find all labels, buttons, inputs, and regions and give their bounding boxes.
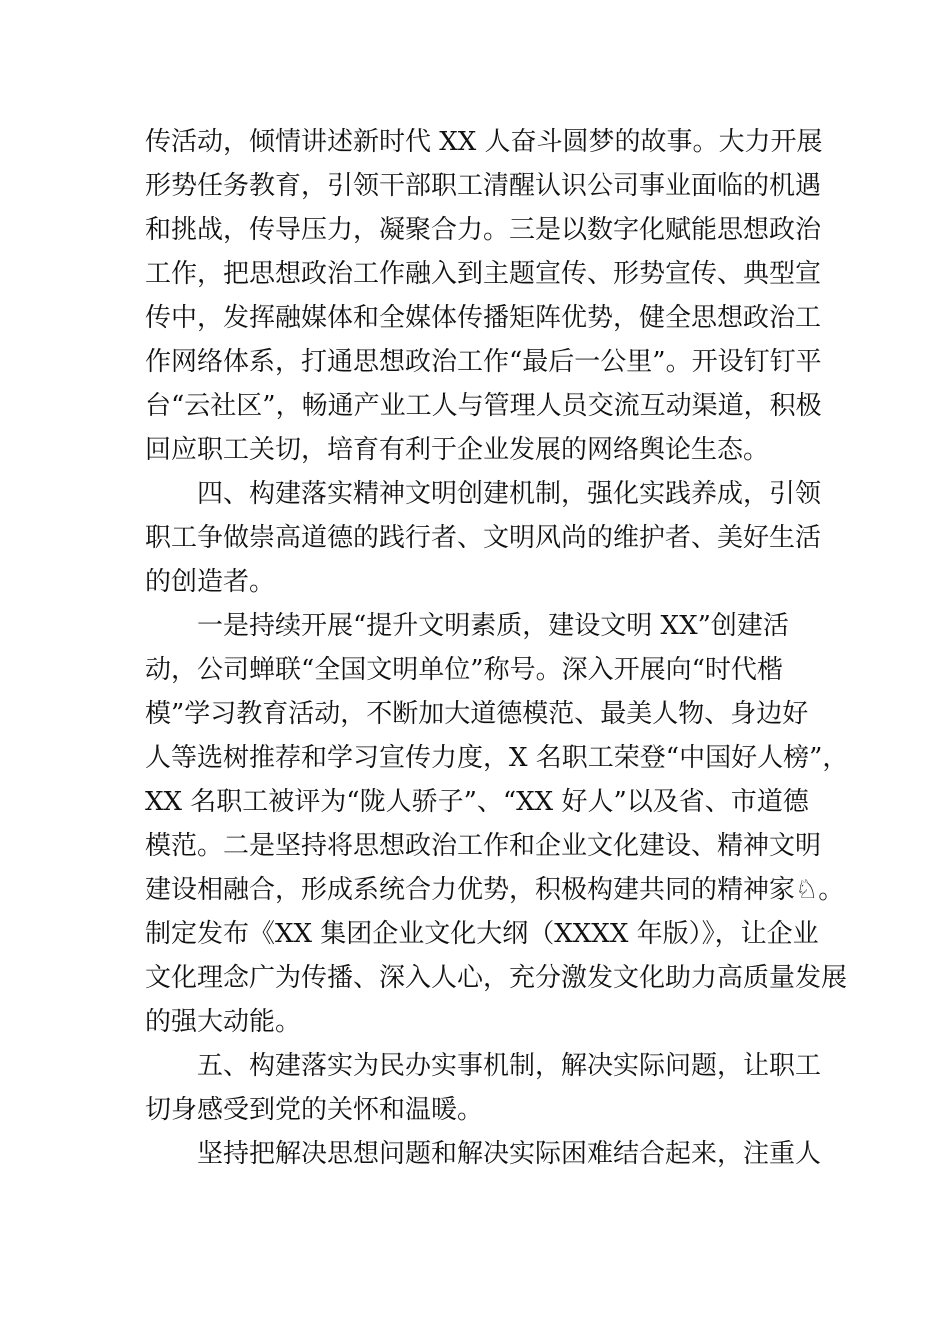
text-line: 建设相融合，形成系统合力优势，积极构建共同的精神家♘。 xyxy=(145,875,845,905)
text-line: 人等选树推荐和学习宣传力度，X 名职工荣登“中国好人榜”， xyxy=(145,743,849,773)
section-heading-line: 切身感受到党的关怀和温暖。 xyxy=(145,1095,484,1125)
text-line: 台“云社区”，畅通产业工人与管理人员交流互动渠道，积极 xyxy=(145,391,822,421)
text-line: 文化理念广为传播、深入人心，充分激发文化助力高质量发展 xyxy=(145,963,848,993)
text-line: 模范。二是坚持将思想政治工作和企业文化建设、精神文明 xyxy=(145,831,822,861)
text-line: 和挑战，传导压力，凝聚合力。三是以数字化赋能思想政治 xyxy=(145,215,822,245)
text-line: 传活动，倾情讲述新时代 XX 人奋斗圆梦的故事。大力开展 xyxy=(145,127,823,157)
text-line: 一是持续开展“提升文明素质，建设文明 XX”创建活 xyxy=(197,611,789,641)
section-heading-line: 五、构建落实为民办实事机制，解决实际问题，让职工 xyxy=(197,1051,822,1081)
section-heading-line: 四、构建落实精神文明创建机制，强化实践养成，引领 xyxy=(197,479,822,509)
text-line: 的强大动能。 xyxy=(145,1007,302,1037)
section-heading-line: 职工争做崇高道德的践行者、文明风尚的维护者、美好生活 xyxy=(145,523,822,553)
text-line: 工作，把思想政治工作融入到主题宣传、形势宣传、典型宣 xyxy=(145,259,822,289)
text-line: 坚持把解决思想问题和解决实际困难结合起来，注重人 xyxy=(197,1139,822,1169)
section-heading-line: 的创造者。 xyxy=(145,567,276,597)
text-line: 制定发布《XX 集团企业文化大纲（XXXX 年版）》，让企业 xyxy=(145,919,819,949)
text-line: XX 名职工被评为“陇人骄子”、“XX 好人”以及省、市道德 xyxy=(145,787,809,817)
text-line: 传中，发挥融媒体和全媒体传播矩阵优势，健全思想政治工 xyxy=(145,303,822,333)
text-line: 作网络体系，打通思想政治工作“最后一公里”。开设钉钉平 xyxy=(145,347,822,377)
text-line: 形势任务教育，引领干部职工清醒认识公司事业面临的机遇 xyxy=(145,171,822,201)
text-line: 模”学习教育活动，不断加大道德模范、最美人物、身边好 xyxy=(145,699,809,729)
text-line: 回应职工关切，培育有利于企业发展的网络舆论生态。 xyxy=(145,435,770,465)
text-line: 动，公司蝉联“全国文明单位”称号。深入开展向“时代楷 xyxy=(145,655,783,685)
